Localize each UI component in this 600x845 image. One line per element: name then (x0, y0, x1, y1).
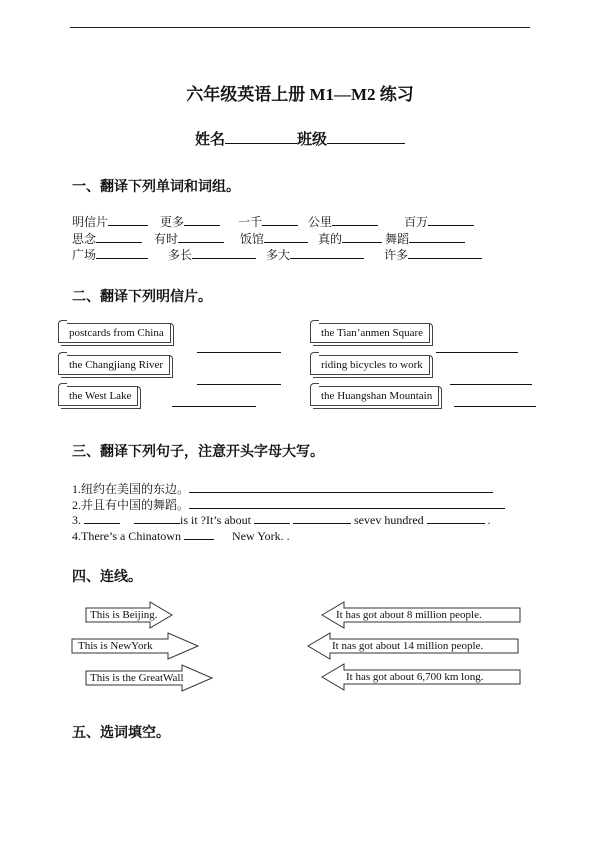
vocab-blank[interactable] (108, 214, 148, 226)
sentence-text: 4.There’s a Chinatown (72, 529, 181, 543)
match-left-text: This is Beijing. (90, 609, 158, 621)
vocab-row-1 (72, 213, 474, 230)
match-left-text: This is NewYork (78, 640, 153, 652)
sentence-text: 2.并且有中国的舞蹈。 (72, 498, 190, 512)
match-right-item[interactable] (322, 664, 520, 690)
sentence-blank[interactable] (184, 528, 214, 540)
vocab-word: 一千 (238, 215, 263, 229)
class-label: 班级 (297, 132, 328, 148)
sentence-text: is it ?It’s about (180, 513, 251, 527)
name-blank[interactable] (225, 129, 297, 144)
name-class-row (0, 128, 600, 149)
section-heading-5: 五、选词填空。 (72, 726, 170, 741)
sentence-text: sevev hundred (354, 513, 424, 527)
section-heading-4: 四、连线。 (72, 570, 142, 585)
vocab-blank[interactable] (178, 231, 224, 243)
vocab-blank[interactable] (290, 247, 364, 259)
vocab-word: 明信片 (72, 215, 109, 229)
vocab-word: 广场 (72, 248, 97, 262)
vocab-word: 更多 (160, 215, 185, 229)
answer-line[interactable] (197, 352, 281, 353)
postcard: riding bicycles to work (310, 355, 430, 375)
sentence-blank[interactable] (254, 512, 290, 524)
match-left-item[interactable] (86, 602, 172, 628)
sentence-1 (72, 480, 493, 497)
sentence-blank[interactable] (427, 512, 485, 524)
answer-line[interactable] (197, 384, 281, 385)
vocab-blank[interactable] (408, 247, 482, 259)
section-heading-1: 一、翻译下列单词和词组。 (72, 180, 240, 195)
postcard: the Huangshan Mountain (310, 386, 439, 406)
match-right-item[interactable] (308, 633, 518, 659)
section-heading-3: 三、翻译下列句子，注意开头字母大写。 (72, 445, 324, 460)
sentence-blank[interactable] (134, 512, 180, 524)
match-right-text: It nas got about 14 million people. (332, 640, 484, 652)
postcard: the West Lake (58, 386, 138, 406)
sentence-4 (72, 528, 290, 544)
vocab-blank[interactable] (96, 247, 148, 259)
match-right-item[interactable] (322, 602, 520, 628)
top-rule (70, 27, 530, 28)
match-left-text: This is the GreatWall (90, 672, 184, 684)
vocab-blank[interactable] (264, 231, 308, 243)
vocab-word: 百万 (404, 215, 429, 229)
vocab-word: 有时 (154, 232, 179, 246)
vocab-word: 思念 (72, 232, 97, 246)
section-heading-2: 二、翻译下列明信片。 (72, 290, 212, 305)
sentence-text: . (487, 513, 491, 527)
vocab-blank[interactable] (332, 214, 378, 226)
sentence-2 (72, 496, 505, 513)
match-right-text: It has got about 6,700 km long. (346, 671, 484, 683)
sentence-3 (72, 512, 491, 528)
vocab-word: 多大 (266, 248, 291, 262)
vocab-blank[interactable] (184, 214, 220, 226)
answer-line[interactable] (172, 406, 256, 407)
vocab-word: 许多 (384, 248, 409, 262)
vocab-word: 舞蹈 (385, 232, 410, 246)
sentence-blank[interactable] (84, 512, 120, 524)
sentence-blank[interactable] (189, 497, 505, 509)
sentence-blank[interactable] (293, 512, 351, 524)
vocab-row-3 (72, 246, 482, 263)
answer-line[interactable] (436, 352, 518, 353)
vocab-blank[interactable] (342, 231, 382, 243)
sentence-text: New York. . (231, 529, 290, 543)
page-title: 六年级英语上册 M1—M2 练习 (186, 85, 414, 104)
sentence-text: 3. (72, 513, 81, 527)
sentence-text: 1.纽约在美国的东边。 (72, 482, 190, 496)
name-label: 姓名 (194, 132, 225, 148)
match-left-item[interactable] (72, 633, 198, 659)
vocab-word: 饭馆 (240, 232, 265, 246)
vocab-blank[interactable] (96, 231, 142, 243)
match-right-text: It has got about 8 million people. (336, 609, 482, 621)
vocab-word: 公里 (308, 215, 333, 229)
vocab-blank[interactable] (409, 231, 465, 243)
sentence-blank[interactable] (189, 481, 493, 493)
vocab-row-2 (72, 230, 465, 247)
answer-line[interactable] (454, 406, 536, 407)
vocab-word: 真的 (318, 232, 343, 246)
class-blank[interactable] (327, 129, 405, 144)
postcard: the Tian’anmen Square (310, 323, 430, 343)
postcard: the Changjiang River (58, 355, 170, 375)
match-left-item[interactable] (86, 665, 212, 691)
vocab-blank[interactable] (262, 214, 298, 226)
vocab-word: 多长 (168, 248, 193, 262)
answer-line[interactable] (450, 384, 532, 385)
vocab-blank[interactable] (428, 214, 474, 226)
vocab-blank[interactable] (192, 247, 256, 259)
postcard: postcards from China (58, 323, 171, 343)
